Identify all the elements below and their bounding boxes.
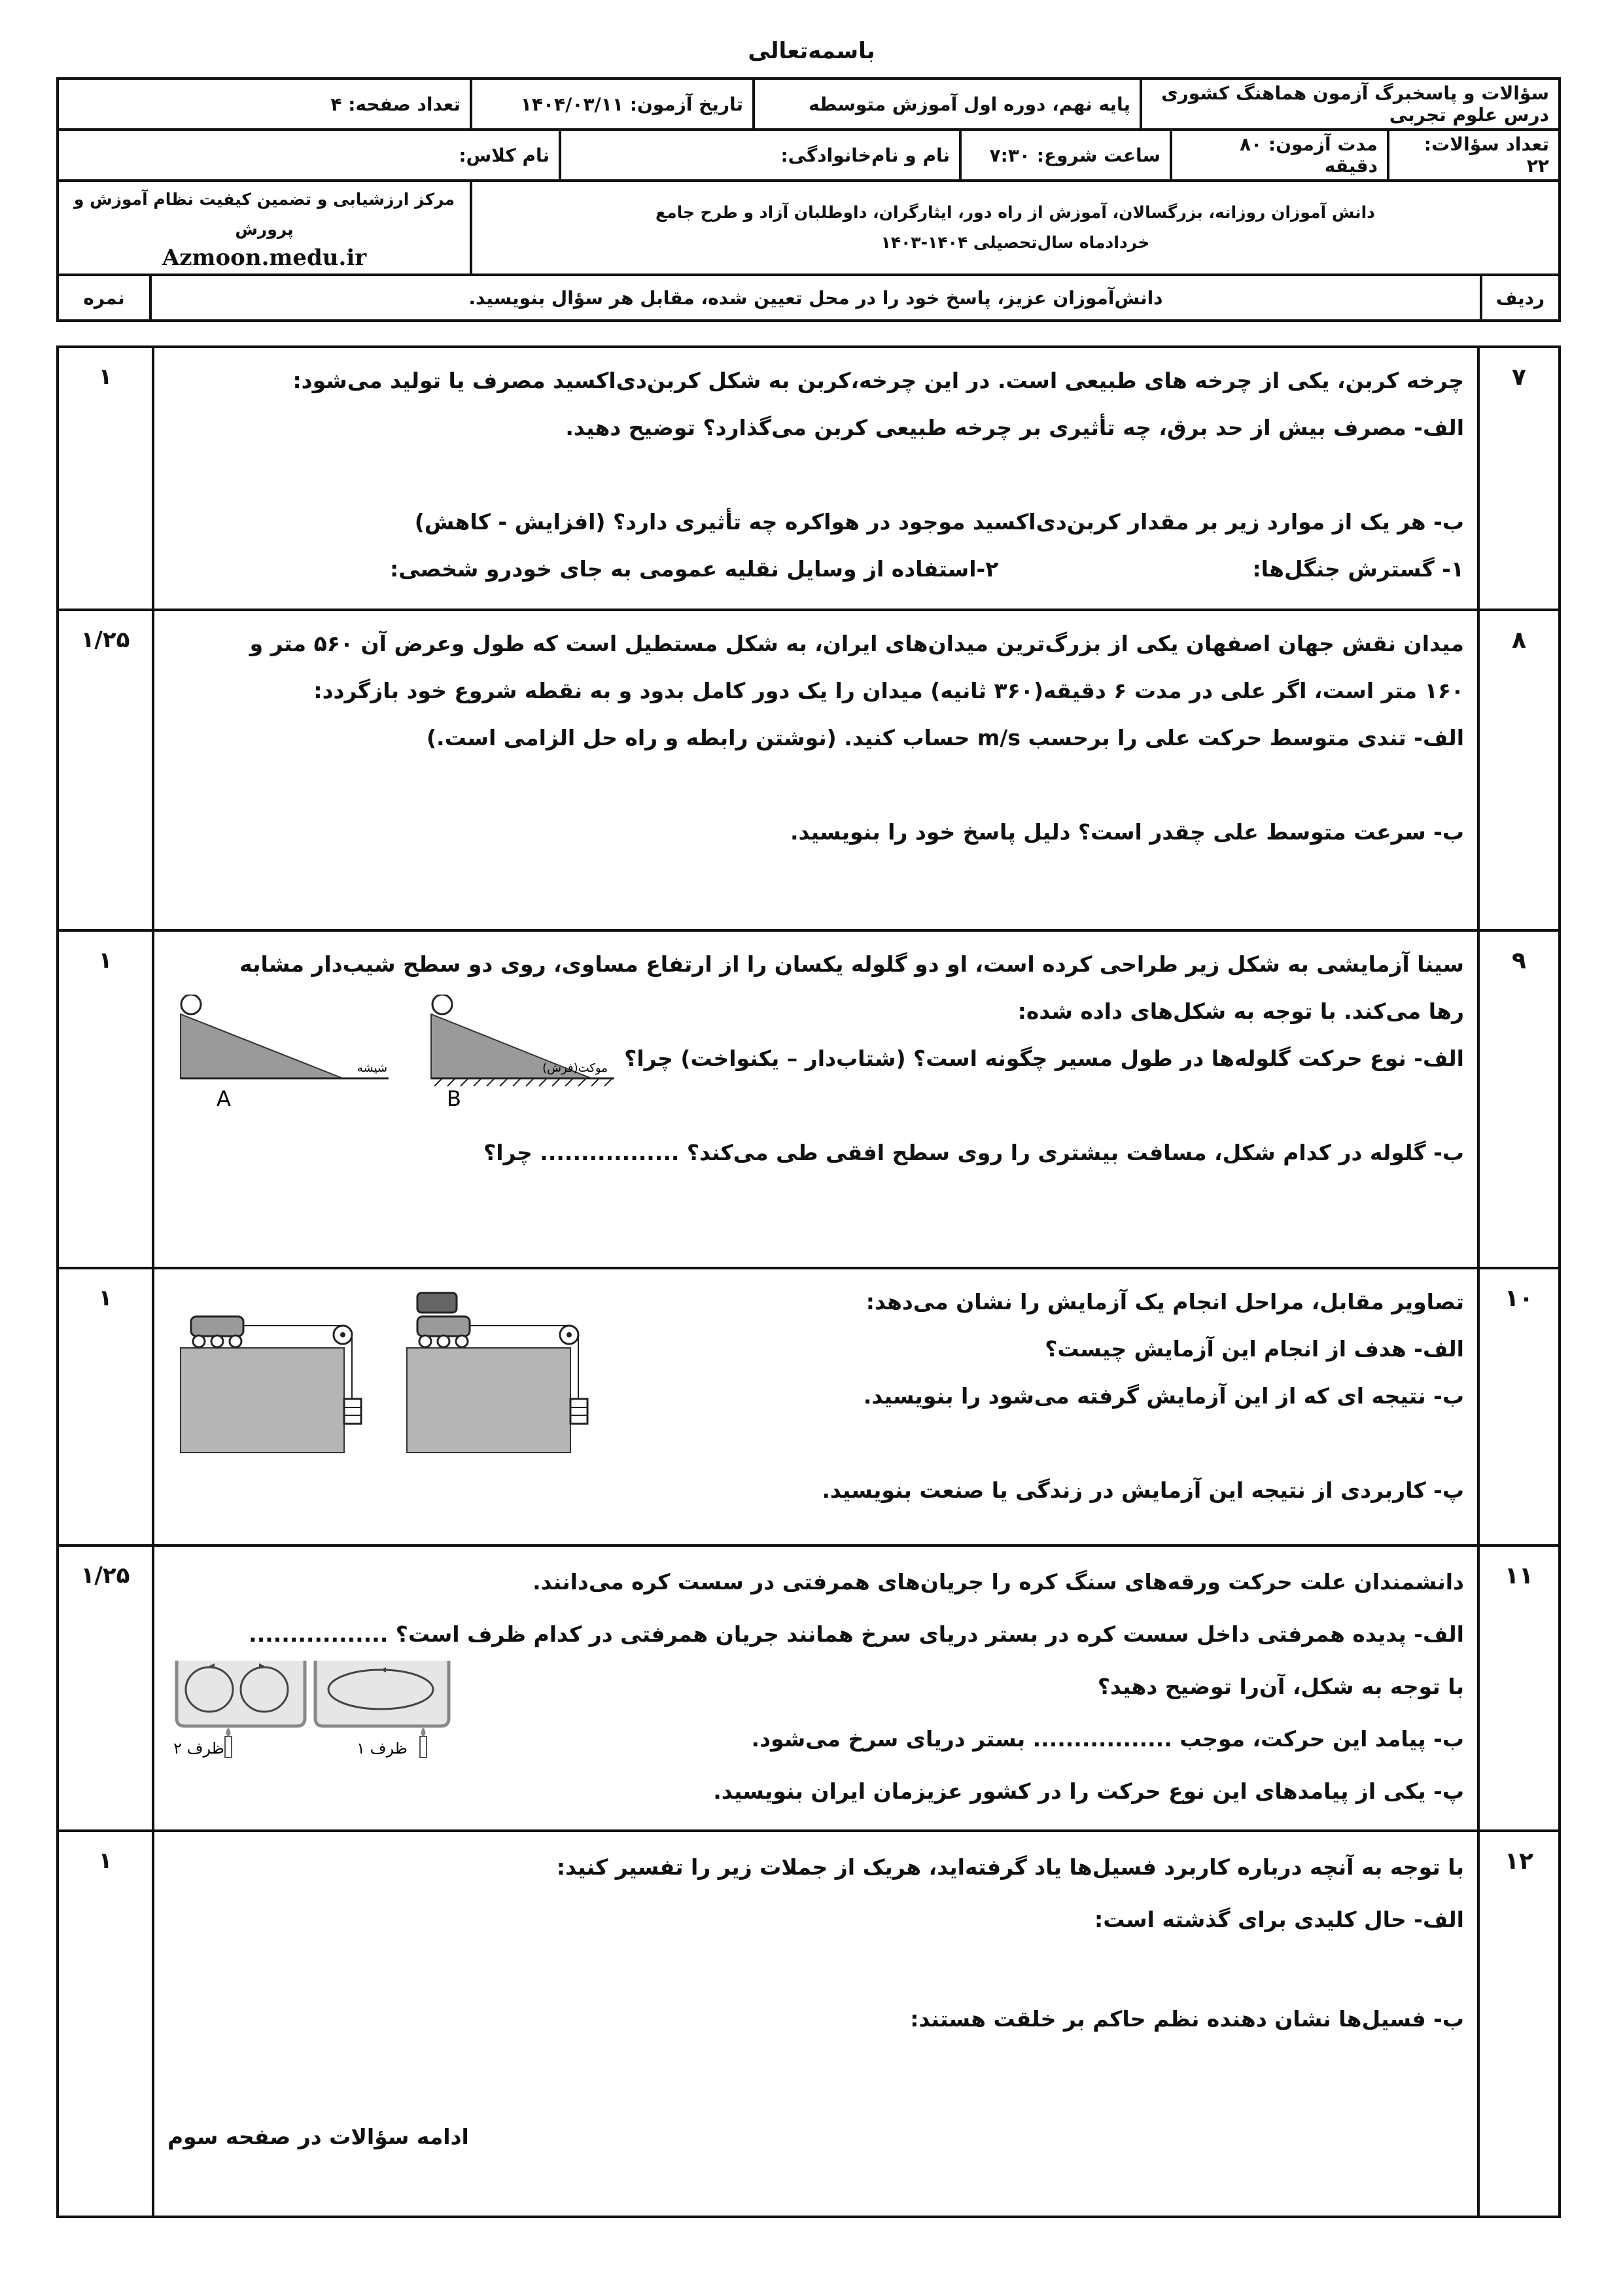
class-name-field[interactable]: نام کلاس: bbox=[459, 144, 550, 166]
question-part-b: ب- گلوله در کدام شکل، مسافت بیشتری را روی سطح افقی طی می‌کند؟ ................. چرا؟ bbox=[483, 1140, 1464, 1165]
question-part-b: ب- نتیجه ای که از این آزمایش گرفته می‌شود را بنویسید. bbox=[863, 1383, 1464, 1409]
header-info-row bbox=[59, 131, 1558, 179]
question-number: ۹ bbox=[1478, 930, 1560, 1268]
audience-line: دانش آموزان روزانه، بزرگسالان، آموزش از راه دور، ایثارگران، داوطلبان آزاد و طرح جامع bbox=[655, 203, 1375, 222]
question-text: سینا آزمایشی به شکل زیر طراحی کرده است، او دو گلوله یکسان را از ارتفاع مساوی، روی دو سطح شیب‌دار مشابه bbox=[239, 951, 1464, 977]
question-part-a: الف- حال کلیدی برای گذشته است: bbox=[1094, 1907, 1464, 1932]
pulley-cart-figure bbox=[178, 1282, 597, 1459]
session-line: خردادماه سال‌تحصیلی ۱۴۰۴-۱۴۰۳ bbox=[881, 233, 1150, 252]
question-items bbox=[167, 546, 1464, 593]
start-time: ساعت شروع: ۷:۳۰ bbox=[960, 131, 1171, 179]
questions-table bbox=[56, 345, 1561, 2218]
question-part-b: ب- فسیل‌ها نشان دهنده نظم حاکم بر خلقت هستند: bbox=[910, 2006, 1464, 2032]
exam-header-table bbox=[56, 77, 1561, 322]
column-score-label: نمره bbox=[83, 287, 125, 309]
question-text: میدان نقش جهان اصفهان یکی از بزرگ‌ترین میدان‌های ایران، به شکل مستطیل است که طول وعرض آن ۵۶۰ متر و bbox=[249, 631, 1464, 656]
question-number: ۸ bbox=[1478, 610, 1560, 930]
header-columns-row bbox=[59, 276, 1558, 319]
question-text: با توجه به آنچه درباره کاربرد فسیل‌ها یاد گرفته‌اید، هریک از جملات زیر را تفسیر کنید: bbox=[556, 1854, 1464, 1880]
center-name: مرکز ارزشیابی و تضمین کیفیت نظام آموزش و پرورش bbox=[73, 190, 455, 239]
question-row bbox=[58, 1545, 1560, 1831]
question-body bbox=[153, 1831, 1478, 2217]
question-body bbox=[153, 347, 1478, 610]
student-name-field[interactable]: نام و نام‌خانوادگی: bbox=[560, 131, 960, 179]
container-1-label: ظرف ۱ bbox=[357, 1739, 408, 1757]
page-count: تعداد صفحه: ۴ bbox=[58, 79, 471, 130]
item-public-transport: ۲-استفاده از وسایل نقلیه عمومی به جای خودرو شخصی: bbox=[390, 556, 999, 582]
question-text-cont: رها می‌کند. با توجه به شکل‌های داده شده: bbox=[1017, 998, 1464, 1024]
question-score: ۱ bbox=[58, 930, 153, 1268]
question-number: ۱۰ bbox=[1478, 1268, 1560, 1545]
grade-info: پایه نهم، دوره اول آموزش متوسطه bbox=[754, 79, 1141, 130]
bismillah-heading: باسمه‌تعالی bbox=[748, 38, 875, 64]
continued-note: ادامه سؤالات در صفحه سوم bbox=[167, 2124, 469, 2149]
question-text: چرخه کربن، یکی از چرخه های طبیعی است. در این چرخه،کربن به شکل کربن‌دی‌اکسید مصرف یا تولید می‌شود: bbox=[292, 368, 1464, 393]
ramps-figure bbox=[173, 995, 618, 1112]
exam-date: تاریخ آزمون: ۱۴۰۴/۰۳/۱۱ bbox=[471, 79, 754, 130]
website-link[interactable]: Azmoon.medu.ir bbox=[162, 245, 367, 271]
question-part-c: پ- یکی از پیامدهای این نوع حرکت را در کشور عزیزمان ایران بنویسید. bbox=[713, 1778, 1464, 1804]
question-body bbox=[153, 610, 1478, 930]
label-a: A bbox=[217, 1086, 231, 1111]
question-score: ۱ bbox=[58, 1831, 153, 2217]
question-part-a: الف- تندی متوسط حرکت علی را برحسب m/s حساب کنید. (نوشتن رابطه و راه حل الزامی است.) bbox=[426, 725, 1464, 751]
question-number: ۱۱ bbox=[1478, 1545, 1560, 1831]
label-b: B bbox=[447, 1086, 461, 1111]
question-body bbox=[153, 1268, 1478, 1545]
question-row bbox=[58, 347, 1560, 610]
item-forests: ۱- گسترش جنگل‌ها: bbox=[1252, 556, 1464, 582]
column-row-label: ردیف bbox=[1481, 276, 1558, 319]
surface-label-glass: شیشه bbox=[357, 1061, 388, 1075]
surface-label-carpet: موکت(فرش) bbox=[542, 1061, 608, 1075]
question-part-a: الف- پدیده همرفتی داخل سست کره در بستر دریای سرخ همانند جریان همرفتی در کدام ظرف است؟ ................. bbox=[249, 1621, 1464, 1647]
question-body bbox=[153, 1545, 1478, 1831]
question-number: ۱۲ bbox=[1478, 1831, 1560, 2217]
question-text: تصاویر مقابل، مراحل انجام یک آزمایش را نشان می‌دهد: bbox=[865, 1289, 1464, 1315]
convection-figure bbox=[173, 1655, 454, 1767]
exam-title: سؤالات و پاسخبرگ آزمون هماهنگ کشوری درس علوم تجربی bbox=[1141, 79, 1560, 130]
question-row bbox=[58, 930, 1560, 1268]
question-part-a: الف- هدف از انجام این آزمایش چیست؟ bbox=[1045, 1336, 1464, 1362]
question-score: ۱ bbox=[58, 1268, 153, 1545]
exam-duration: مدت آزمون: ۸۰ دقیقه bbox=[1171, 131, 1388, 179]
question-row bbox=[58, 610, 1560, 930]
question-body bbox=[153, 930, 1478, 1268]
question-number: ۷ bbox=[1478, 347, 1560, 610]
question-part-c: پ- کاربردی از نتیجه این آزمایش در زندگی یا صنعت بنویسید. bbox=[822, 1477, 1464, 1503]
question-row bbox=[58, 1831, 1560, 2217]
question-score: ۱ bbox=[58, 347, 153, 610]
question-count: تعداد سؤالات: ۲۲ bbox=[1388, 131, 1558, 179]
container-2-label: ظرف ۲ bbox=[173, 1739, 224, 1757]
question-part-a: الف- مصرف بیش از حد برق، چه تأثیری بر چرخه طبیعی کربن می‌گذارد؟ توضیح دهید. bbox=[565, 415, 1464, 440]
instruction-text: دانش‌آموزان عزیز، پاسخ خود را در محل تعیین شده، مقابل هر سؤال بنویسید. bbox=[150, 276, 1481, 319]
question-part-a-cont: با توجه به شکل، آن‌را توضیح دهید؟ bbox=[1097, 1674, 1464, 1699]
question-text: دانشمندان علت حرکت ورقه‌های سنگ کره را جریان‌های همرفتی در سست کره می‌دانند. bbox=[532, 1569, 1464, 1595]
question-text-cont: ۱۶۰ متر است، اگر علی در مدت ۶ دقیقه(۳۶۰ ثانیه) میدان را یک دور کامل بدود و به نقطه شروع خود بازگردد: bbox=[313, 678, 1464, 703]
question-score: ۱/۲۵ bbox=[58, 1545, 153, 1831]
question-score: ۱/۲۵ bbox=[58, 610, 153, 930]
question-part-b: ب- سرعت متوسط علی چقدر است؟ دلیل پاسخ خود را بنویسید. bbox=[790, 819, 1464, 845]
question-part-b: ب- پیامد این حرکت، موجب ................. بستر دریای سرخ می‌شود. bbox=[751, 1726, 1464, 1752]
question-part-a: الف- نوع حرکت گلوله‌ها در طول مسیر چگونه است؟ (شتاب‌دار – یکنواخت) چرا؟ bbox=[624, 1046, 1464, 1071]
question-part-b: ب- هر یک از موارد زیر بر مقدار کربن‌دی‌اکسید موجود در هواکره چه تأثیری دارد؟ (افزایش - کاهش) bbox=[414, 509, 1464, 535]
question-row bbox=[58, 1268, 1560, 1545]
